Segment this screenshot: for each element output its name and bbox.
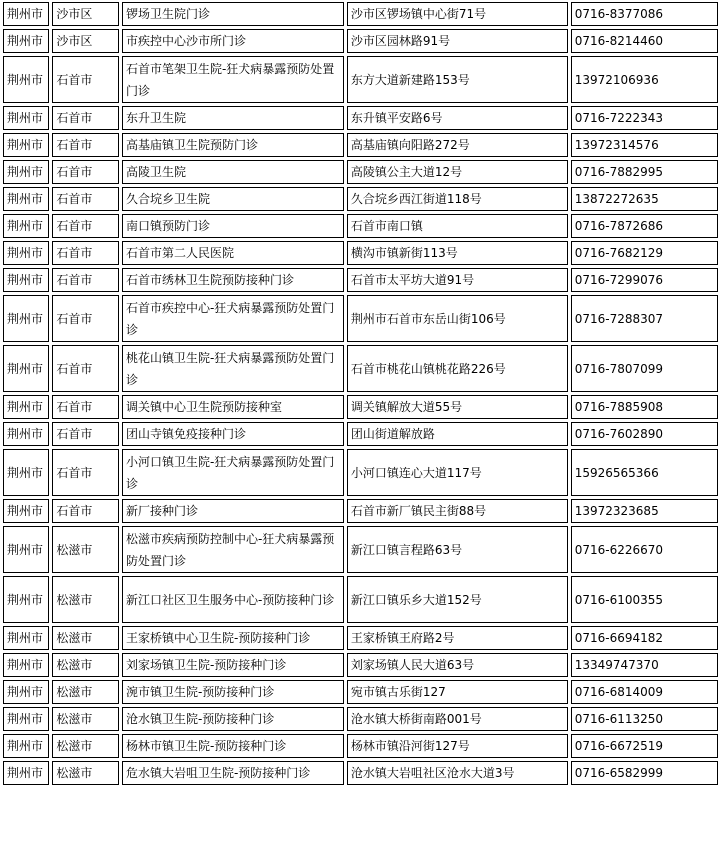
- cell-district: 沙市区: [52, 2, 119, 26]
- cell-city: 荆州市: [3, 345, 49, 392]
- table-row: [3, 653, 718, 677]
- cell-phone: 0716-7807099: [571, 345, 718, 392]
- cell-city: 荆州市: [3, 626, 49, 650]
- cell-phone: 13972106936: [571, 56, 718, 103]
- cell-district: 石首市: [52, 214, 119, 238]
- table-row: [3, 187, 718, 211]
- cell-address: 宛市镇古乐街127: [347, 680, 568, 704]
- cell-phone: 0716-6582999: [571, 761, 718, 785]
- cell-address: 高陵镇公主大道12号: [347, 160, 568, 184]
- cell-clinic-name: 松滋市疾病预防控制中心-狂犬病暴露预防处置门诊: [122, 526, 344, 573]
- cell-district: 松滋市: [52, 761, 119, 785]
- cell-clinic-name: 锣场卫生院门诊: [122, 2, 344, 26]
- table-row: [3, 345, 718, 392]
- cell-clinic-name: 杨林市镇卫生院-预防接种门诊: [122, 734, 344, 758]
- cell-city: 荆州市: [3, 653, 49, 677]
- cell-address: 团山街道解放路: [347, 422, 568, 446]
- cell-address: 沙市区锣场镇中心街71号: [347, 2, 568, 26]
- cell-clinic-name: 石首市疾控中心-狂犬病暴露预防处置门诊: [122, 295, 344, 342]
- cell-clinic-name: 石首市第二人民医院: [122, 241, 344, 265]
- cell-address: 东升镇平安路6号: [347, 106, 568, 130]
- cell-clinic-name: 小河口镇卫生院-狂犬病暴露预防处置门诊: [122, 449, 344, 496]
- cell-clinic-name: 石首市笔架卫生院-狂犬病暴露预防处置门诊: [122, 56, 344, 103]
- cell-address: 新江口镇言程路63号: [347, 526, 568, 573]
- cell-city: 荆州市: [3, 499, 49, 523]
- cell-city: 荆州市: [3, 295, 49, 342]
- cell-district: 石首市: [52, 160, 119, 184]
- cell-district: 石首市: [52, 295, 119, 342]
- cell-city: 荆州市: [3, 56, 49, 103]
- cell-phone: 0716-6814009: [571, 680, 718, 704]
- cell-phone: 13872272635: [571, 187, 718, 211]
- table-row: [3, 268, 718, 292]
- cell-address: 新江口镇乐乡大道152号: [347, 576, 568, 623]
- cell-phone: 0716-6672519: [571, 734, 718, 758]
- cell-city: 荆州市: [3, 707, 49, 731]
- cell-address: 王家桥镇王府路2号: [347, 626, 568, 650]
- cell-address: 调关镇解放大道55号: [347, 395, 568, 419]
- cell-phone: 13972323685: [571, 499, 718, 523]
- cell-clinic-name: 久合垸乡卫生院: [122, 187, 344, 211]
- cell-address: 东方大道新建路153号: [347, 56, 568, 103]
- cell-district: 石首市: [52, 133, 119, 157]
- cell-city: 荆州市: [3, 761, 49, 785]
- cell-district: 石首市: [52, 187, 119, 211]
- cell-phone: 0716-8214460: [571, 29, 718, 53]
- cell-district: 松滋市: [52, 653, 119, 677]
- table-row: [3, 133, 718, 157]
- cell-district: 松滋市: [52, 626, 119, 650]
- cell-city: 荆州市: [3, 241, 49, 265]
- cell-clinic-name: 桃花山镇卫生院-狂犬病暴露预防处置门诊: [122, 345, 344, 392]
- cell-district: 松滋市: [52, 526, 119, 573]
- cell-clinic-name: 团山寺镇免疫接种门诊: [122, 422, 344, 446]
- cell-district: 石首市: [52, 56, 119, 103]
- cell-address: 横沟市镇新街113号: [347, 241, 568, 265]
- cell-district: 石首市: [52, 449, 119, 496]
- cell-city: 荆州市: [3, 106, 49, 130]
- table-row: [3, 526, 718, 573]
- cell-district: 松滋市: [52, 576, 119, 623]
- cell-city: 荆州市: [3, 576, 49, 623]
- cell-clinic-name: 东升卫生院: [122, 106, 344, 130]
- cell-phone: 13349747370: [571, 653, 718, 677]
- table-row: [3, 29, 718, 53]
- cell-clinic-name: 危水镇大岩咀卫生院-预防接种门诊: [122, 761, 344, 785]
- table-row: [3, 626, 718, 650]
- cell-phone: 0716-6100355: [571, 576, 718, 623]
- cell-phone: 15926565366: [571, 449, 718, 496]
- cell-clinic-name: 刘家场镇卫生院-预防接种门诊: [122, 653, 344, 677]
- cell-clinic-name: 新厂接种门诊: [122, 499, 344, 523]
- table-row: [3, 707, 718, 731]
- cell-address: 高基庙镇向阳路272号: [347, 133, 568, 157]
- cell-address: 沧水镇大岩咀社区沧水大道3号: [347, 761, 568, 785]
- cell-city: 荆州市: [3, 160, 49, 184]
- cell-phone: 13972314576: [571, 133, 718, 157]
- cell-clinic-name: 高陵卫生院: [122, 160, 344, 184]
- table-row: [3, 734, 718, 758]
- cell-city: 荆州市: [3, 449, 49, 496]
- cell-phone: 0716-7682129: [571, 241, 718, 265]
- cell-clinic-name: 王家桥镇中心卫生院-预防接种门诊: [122, 626, 344, 650]
- cell-phone: 0716-7882995: [571, 160, 718, 184]
- cell-address: 石首市太平坊大道91号: [347, 268, 568, 292]
- cell-city: 荆州市: [3, 2, 49, 26]
- cell-address: 刘家场镇人民大道63号: [347, 653, 568, 677]
- cell-district: 沙市区: [52, 29, 119, 53]
- table-row: [3, 214, 718, 238]
- cell-phone: 0716-6113250: [571, 707, 718, 731]
- table-row: [3, 680, 718, 704]
- table-row: [3, 295, 718, 342]
- cell-clinic-name: 新江口社区卫生服务中心-预防接种门诊: [122, 576, 344, 623]
- table-row: [3, 422, 718, 446]
- cell-phone: 0716-7602890: [571, 422, 718, 446]
- clinic-table-body: [3, 2, 718, 785]
- table-row: [3, 761, 718, 785]
- cell-district: 石首市: [52, 499, 119, 523]
- cell-phone: 0716-7222343: [571, 106, 718, 130]
- cell-district: 石首市: [52, 241, 119, 265]
- cell-district: 石首市: [52, 422, 119, 446]
- cell-city: 荆州市: [3, 214, 49, 238]
- cell-clinic-name: 市疾控中心沙市所门诊: [122, 29, 344, 53]
- cell-phone: 0716-8377086: [571, 2, 718, 26]
- cell-district: 石首市: [52, 106, 119, 130]
- cell-city: 荆州市: [3, 395, 49, 419]
- cell-phone: 0716-6226670: [571, 526, 718, 573]
- cell-district: 松滋市: [52, 680, 119, 704]
- cell-clinic-name: 涴市镇卫生院-预防接种门诊: [122, 680, 344, 704]
- cell-address: 石首市南口镇: [347, 214, 568, 238]
- table-row: [3, 56, 718, 103]
- cell-city: 荆州市: [3, 680, 49, 704]
- cell-district: 松滋市: [52, 707, 119, 731]
- table-row: [3, 576, 718, 623]
- cell-address: 石首市新厂镇民主街88号: [347, 499, 568, 523]
- cell-address: 沧水镇大桥街南路001号: [347, 707, 568, 731]
- cell-address: 小河口镇连心大道117号: [347, 449, 568, 496]
- cell-address: 荆州市石首市东岳山街106号: [347, 295, 568, 342]
- cell-address: 石首市桃花山镇桃花路226号: [347, 345, 568, 392]
- cell-clinic-name: 调关镇中心卫生院预防接种室: [122, 395, 344, 419]
- table-row: [3, 106, 718, 130]
- table-row: [3, 499, 718, 523]
- cell-clinic-name: 高基庙镇卫生院预防门诊: [122, 133, 344, 157]
- cell-address: 杨林市镇沿河街127号: [347, 734, 568, 758]
- cell-city: 荆州市: [3, 734, 49, 758]
- cell-address: 久合垸乡西江街道118号: [347, 187, 568, 211]
- cell-address: 沙市区园林路91号: [347, 29, 568, 53]
- cell-city: 荆州市: [3, 133, 49, 157]
- table-row: [3, 395, 718, 419]
- cell-clinic-name: 南口镇预防门诊: [122, 214, 344, 238]
- cell-city: 荆州市: [3, 29, 49, 53]
- cell-phone: 0716-6694182: [571, 626, 718, 650]
- cell-district: 石首市: [52, 395, 119, 419]
- cell-phone: 0716-7885908: [571, 395, 718, 419]
- table-row: [3, 449, 718, 496]
- table-row: [3, 160, 718, 184]
- cell-district: 松滋市: [52, 734, 119, 758]
- cell-city: 荆州市: [3, 526, 49, 573]
- cell-city: 荆州市: [3, 187, 49, 211]
- cell-phone: 0716-7872686: [571, 214, 718, 238]
- cell-clinic-name: 石首市绣林卫生院预防接种门诊: [122, 268, 344, 292]
- cell-phone: 0716-7299076: [571, 268, 718, 292]
- cell-district: 石首市: [52, 345, 119, 392]
- cell-phone: 0716-7288307: [571, 295, 718, 342]
- cell-city: 荆州市: [3, 268, 49, 292]
- table-row: [3, 2, 718, 26]
- cell-district: 石首市: [52, 268, 119, 292]
- cell-clinic-name: 沧水镇卫生院-预防接种门诊: [122, 707, 344, 731]
- table-row: [3, 241, 718, 265]
- cell-city: 荆州市: [3, 422, 49, 446]
